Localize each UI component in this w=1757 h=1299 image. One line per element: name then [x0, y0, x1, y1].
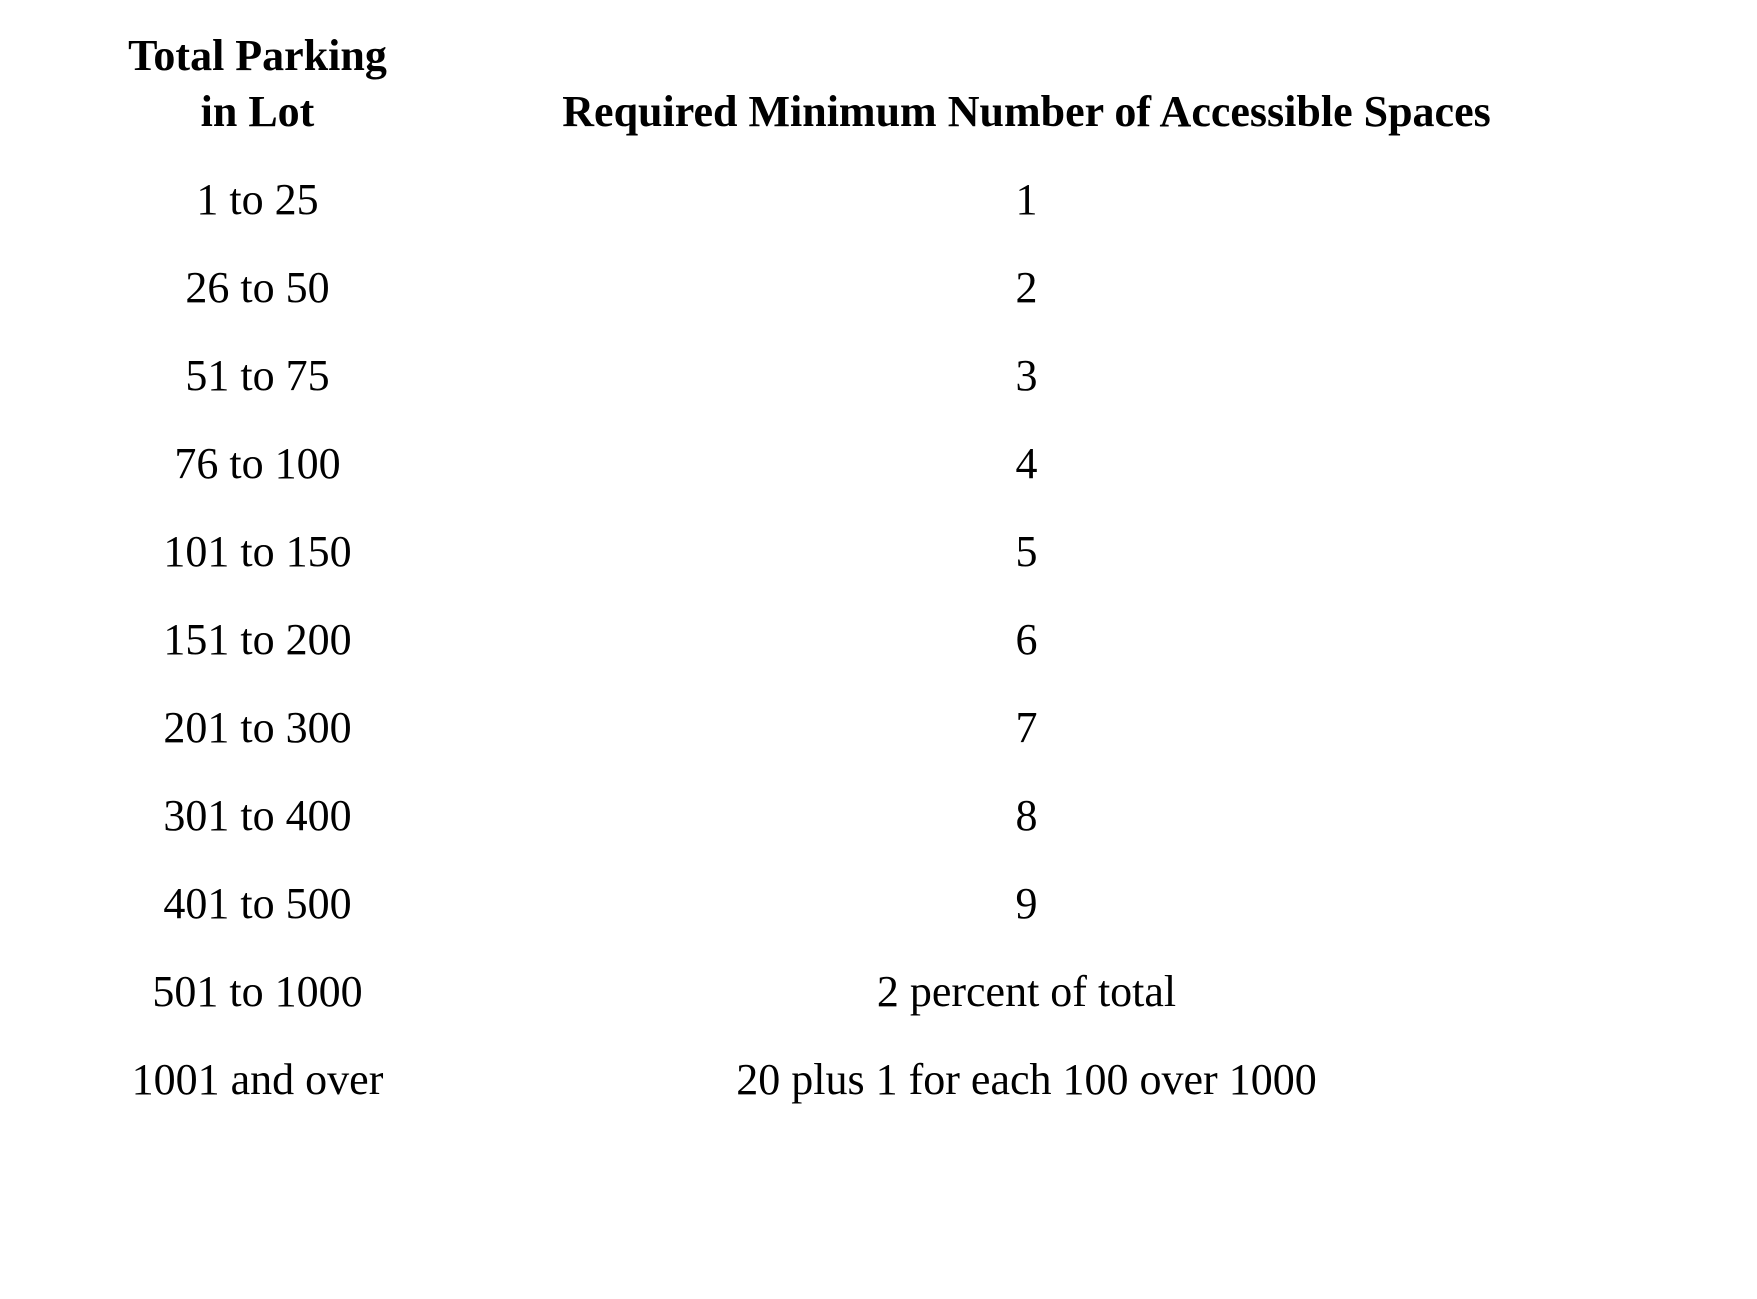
table-row-8-required: 8 — [1015, 791, 1038, 840]
table-row-5-total: 101 to 150 — [163, 527, 352, 576]
table-row-3-total: 51 to 75 — [185, 351, 330, 400]
header-total-parking-line2: in Lot — [200, 87, 315, 136]
table-row-11-required: 20 plus 1 for each 100 over 1000 — [736, 1055, 1317, 1104]
table-row-7-required: 7 — [1015, 703, 1038, 752]
table-row-1-total: 1 to 25 — [196, 175, 319, 224]
table-row-6-required: 6 — [1015, 615, 1038, 664]
header-total-parking-line1: Total Parking — [128, 31, 387, 80]
table-row-10-total: 501 to 1000 — [152, 967, 363, 1016]
table-row-7-total: 201 to 300 — [163, 703, 352, 752]
table-row-1-required: 1 — [1015, 175, 1038, 224]
table-row-4-total: 76 to 100 — [174, 439, 341, 488]
table-row-4-required: 4 — [1015, 439, 1038, 488]
table-row-2-total: 26 to 50 — [185, 263, 330, 312]
table-row-6-total: 151 to 200 — [163, 615, 352, 664]
table-row-3-required: 3 — [1015, 351, 1038, 400]
table-row-8-total: 301 to 400 — [163, 791, 352, 840]
table-row-9-total: 401 to 500 — [163, 879, 352, 928]
table-row-11-total: 1001 and over — [131, 1055, 384, 1104]
table-row-2-required: 2 — [1015, 263, 1038, 312]
table-row-9-required: 9 — [1015, 879, 1038, 928]
table-row-10-required: 2 percent of total — [876, 967, 1177, 1016]
table-row-5-required: 5 — [1015, 527, 1038, 576]
header-required-minimum: Required Minimum Number of Accessible Spaces — [562, 87, 1491, 136]
header-total-parking — [60, 28, 455, 140]
